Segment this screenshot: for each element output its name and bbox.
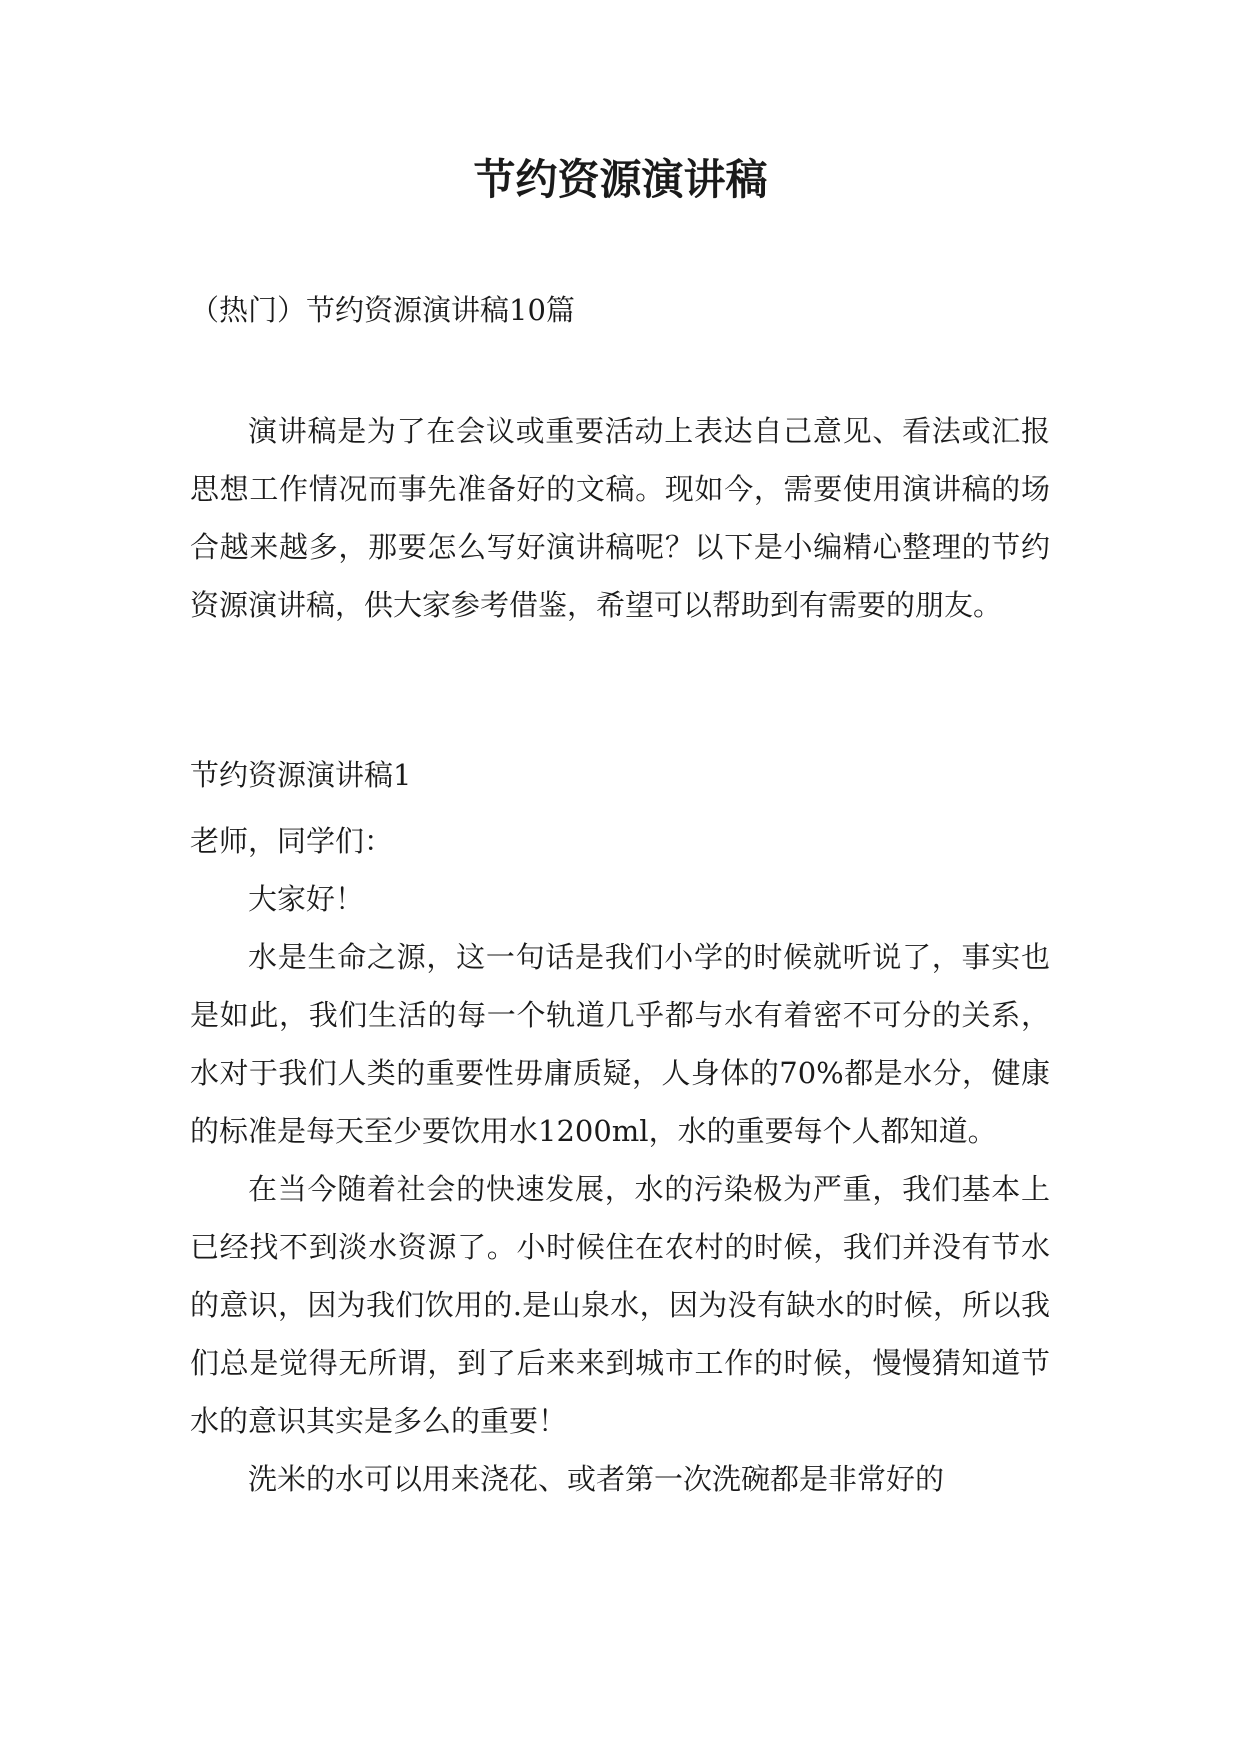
document-title: 节约资源演讲稿 xyxy=(473,155,768,204)
greeting: 大家好！ xyxy=(248,882,365,916)
speech-body xyxy=(190,812,1050,1508)
document-subtitle: （热门）节约资源演讲稿10篇 xyxy=(190,293,575,327)
section-heading: 节约资源演讲稿1 xyxy=(190,758,412,792)
intro-paragraph: 演讲稿是为了在会议或重要活动上表达自己意见、看法或汇报思想工作情况而事先准备好的文稿。现如今，需要使用演讲稿的场合越来越多，那要怎么写好演讲稿呢？以下是小编精心整理的节约资源演讲稿，供大家参考借鉴，希望可以帮助到有需要的朋友。 xyxy=(190,414,1050,622)
body-paragraph: 水是生命之源，这一句话是我们小学的时候就听说了，事实也是如此，我们生活的每一个轨道几乎都与水有着密不可分的关系，水对于我们人类的重要性毋庸质疑，人身体的70%都是水分，健康的标准是每天至少要饮用水1200ml，水的重要每个人都知道。 xyxy=(190,940,1050,1148)
body-paragraph: 洗米的水可以用来浇花、或者第一次洗碗都是非常好的 xyxy=(248,1462,945,1496)
salutation: 老师，同学们： xyxy=(190,824,394,858)
body-paragraph: 在当今随着社会的快速发展，水的污染极为严重，我们基本上已经找不到淡水资源了。小时候住在农村的时候，我们并没有节水的意识，因为我们饮用的.是山泉水，因为没有缺水的时候，所以我们总是觉得无所谓，到了后来来到城市工作的时候，慢慢猜知道节水的意识其实是多么的重要！ xyxy=(190,1172,1050,1438)
